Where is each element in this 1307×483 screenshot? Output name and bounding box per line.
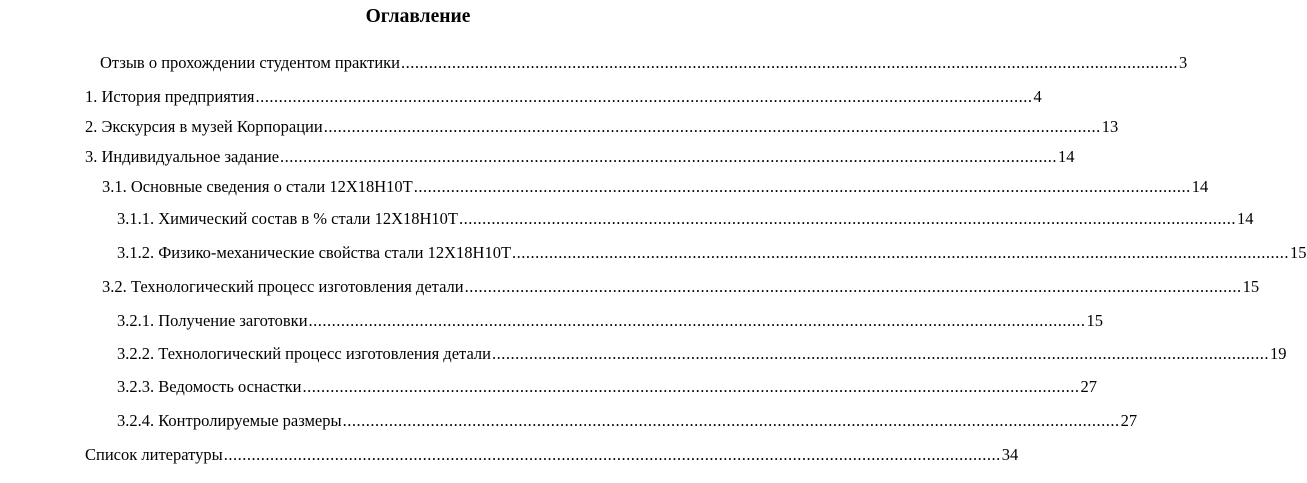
toc-page-number: 27 <box>1120 411 1138 430</box>
toc-entry-3-1-2[interactable] <box>117 242 1307 264</box>
page-title: Оглавление <box>365 6 471 27</box>
dot-leader: ........................................................................................................................................................................ <box>458 209 1236 228</box>
toc-entry-label: 2. Экскурсия в музей Корпорации <box>85 117 323 136</box>
toc-entry-3[interactable] <box>85 146 1075 168</box>
dot-leader: ........................................................................................................................................................................ <box>302 377 1080 396</box>
toc-page-number: 27 <box>1080 377 1097 396</box>
toc-page-number: 15 <box>1086 311 1104 330</box>
toc-entry-label: 1. История предприятия <box>85 87 255 106</box>
toc-entry-label: 3.2. Технологический процесс изготовления детали <box>102 277 464 296</box>
dot-leader: ........................................................................................................................................................................ <box>223 445 1001 464</box>
toc-entry-3-1-1[interactable] <box>117 208 1254 230</box>
toc-entry-3-2-4[interactable] <box>117 410 1138 432</box>
toc-entry-label: 3.2.4. Контролируемые размеры <box>117 411 342 430</box>
toc-entry-references[interactable] <box>85 444 1019 466</box>
toc-page-number: 19 <box>1269 344 1287 363</box>
toc-page-number: 34 <box>1001 445 1019 464</box>
toc-page-number: 14 <box>1236 209 1254 228</box>
toc-page-number: 15 <box>1290 243 1307 262</box>
dot-leader: ........................................................................................................................................................................ <box>512 243 1290 262</box>
toc-entry-label: Отзыв о прохождении студентом практики <box>100 53 400 72</box>
toc-entry-label: Список литературы <box>85 445 223 464</box>
dot-leader: ........................................................................................................................................................................ <box>401 53 1178 72</box>
toc-entry-3-2[interactable] <box>102 276 1260 298</box>
toc-entry-label: 3.1. Основные сведения о стали 12Х18Н10Т <box>102 177 413 196</box>
toc-entry-1[interactable] <box>85 86 1042 108</box>
toc-page-number: 15 <box>1242 277 1260 296</box>
dot-leader: ........................................................................................................................................................................ <box>342 411 1120 430</box>
dot-leader: ........................................................................................................................................................................ <box>280 147 1058 166</box>
toc-entry-3-1[interactable] <box>102 176 1209 198</box>
toc-entry-label: 3. Индивидуальное задание <box>85 147 280 166</box>
toc-entry-label: 3.2.1. Получение заготовки <box>117 311 308 330</box>
dot-leader: ........................................................................................................................................................................ <box>308 311 1086 330</box>
toc-entry-label: 3.1.1. Химический состав в % стали 12Х18Н10Т <box>117 209 458 228</box>
toc-entry-2[interactable] <box>85 116 1119 138</box>
toc-entry-label: 3.2.2. Технологический процесс изготовления детали <box>117 344 491 363</box>
dot-leader: ........................................................................................................................................................................ <box>323 117 1101 136</box>
dot-leader: ........................................................................................................................................................................ <box>413 177 1191 196</box>
toc-page-number: 14 <box>1058 147 1075 166</box>
toc-page-number: 4 <box>1033 87 1042 106</box>
dot-leader: ........................................................................................................................................................................ <box>491 344 1269 363</box>
dot-leader: ........................................................................................................................................................................ <box>255 87 1033 106</box>
toc-page-number: 3 <box>1179 53 1188 72</box>
toc-entry-label: 3.1.2. Физико-механические свойства стали 12Х18Н10Т <box>117 243 512 262</box>
dot-leader: ........................................................................................................................................................................ <box>464 277 1242 296</box>
toc-entry-review[interactable] <box>100 52 1188 74</box>
toc-page-number: 13 <box>1101 117 1119 136</box>
toc-entry-3-2-2[interactable] <box>117 343 1287 365</box>
toc-entry-label: 3.2.3. Ведомость оснастки <box>117 377 302 396</box>
toc-entry-3-2-3[interactable] <box>117 376 1097 398</box>
toc-entry-3-2-1[interactable] <box>117 310 1104 332</box>
toc-page-number: 14 <box>1191 177 1209 196</box>
